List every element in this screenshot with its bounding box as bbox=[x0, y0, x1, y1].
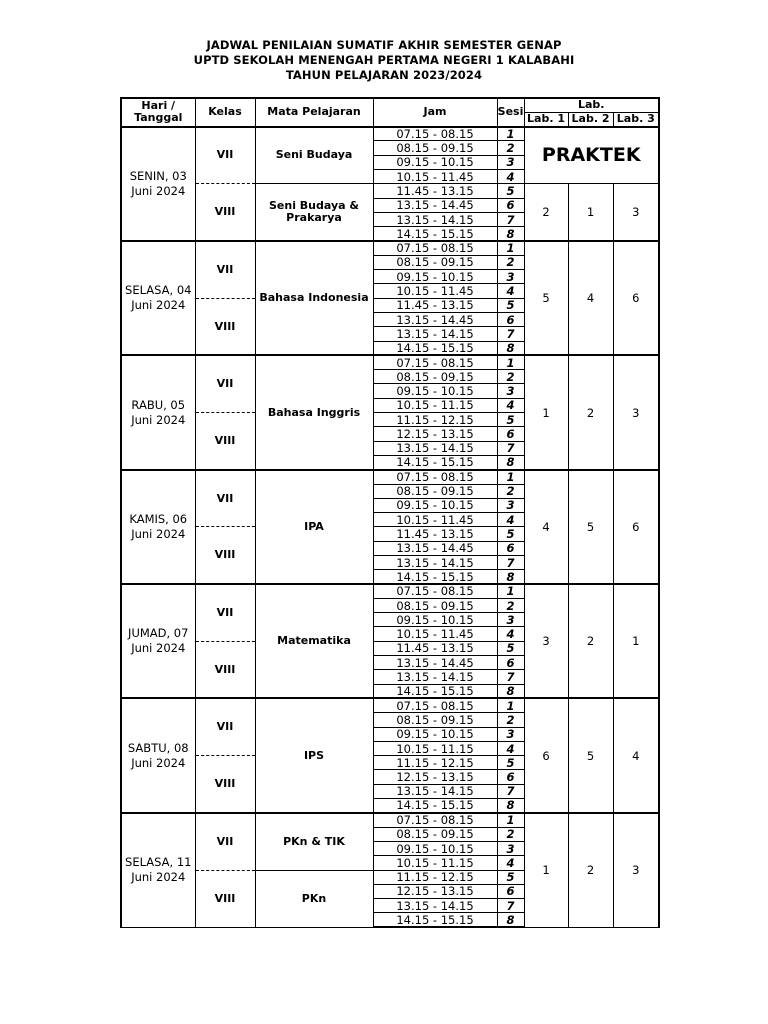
lab-2-cell: 4 bbox=[568, 241, 613, 355]
time-cell: 08.15 - 09.15 bbox=[373, 484, 497, 498]
time-cell: 07.15 - 08.15 bbox=[373, 241, 497, 255]
day-date-cell: SENIN, 03 Juni 2024 bbox=[121, 127, 195, 241]
lab-1-cell: 1 bbox=[524, 813, 568, 927]
kelas-cell: VII bbox=[195, 470, 255, 527]
session-cell: 7 bbox=[497, 556, 524, 570]
time-cell: 07.15 - 08.15 bbox=[373, 698, 497, 712]
time-cell: 13.15 - 14.15 bbox=[373, 670, 497, 684]
time-cell: 13.15 - 14.45 bbox=[373, 541, 497, 555]
table-row bbox=[121, 241, 659, 255]
session-cell: 4 bbox=[497, 398, 524, 412]
session-cell: 4 bbox=[497, 741, 524, 755]
subject-cell: Matematika bbox=[255, 584, 373, 698]
session-cell: 4 bbox=[497, 284, 524, 298]
praktek-label: PRAKTEK bbox=[524, 127, 659, 184]
session-cell: 8 bbox=[497, 913, 524, 927]
day-date-cell: JUMAD, 07 Juni 2024 bbox=[121, 584, 195, 698]
time-cell: 08.15 - 09.15 bbox=[373, 370, 497, 384]
kelas-cell: VII bbox=[195, 584, 255, 641]
day-date-cell: KAMIS, 06 Juni 2024 bbox=[121, 470, 195, 584]
kelas-cell: VII bbox=[195, 127, 255, 184]
header-lab-3: Lab. 3 bbox=[613, 112, 659, 126]
session-cell: 8 bbox=[497, 570, 524, 584]
time-cell: 07.15 - 08.15 bbox=[373, 584, 497, 598]
session-cell: 2 bbox=[497, 255, 524, 269]
session-cell: 2 bbox=[497, 141, 524, 155]
session-cell: 5 bbox=[497, 527, 524, 541]
time-cell: 07.15 - 08.15 bbox=[373, 470, 497, 484]
time-cell: 07.15 - 08.15 bbox=[373, 355, 497, 369]
time-cell: 13.15 - 14.15 bbox=[373, 441, 497, 455]
session-cell: 1 bbox=[497, 241, 524, 255]
session-cell: 1 bbox=[497, 813, 524, 827]
kelas-cell: VIII bbox=[195, 413, 255, 470]
kelas-cell: VII bbox=[195, 813, 255, 870]
session-cell: 6 bbox=[497, 770, 524, 784]
time-cell: 11.45 - 13.15 bbox=[373, 184, 497, 198]
session-cell: 4 bbox=[497, 856, 524, 870]
table-row bbox=[121, 584, 659, 598]
time-cell: 09.15 - 10.15 bbox=[373, 270, 497, 284]
kelas-cell: VIII bbox=[195, 184, 255, 241]
time-cell: 09.15 - 10.15 bbox=[373, 498, 497, 512]
time-cell: 07.15 - 08.15 bbox=[373, 127, 497, 141]
session-cell: 1 bbox=[497, 698, 524, 712]
table-row bbox=[121, 813, 659, 827]
subject-cell: PKn & TIK bbox=[255, 813, 373, 870]
session-cell: 7 bbox=[497, 784, 524, 798]
session-cell: 5 bbox=[497, 641, 524, 655]
session-cell: 6 bbox=[497, 884, 524, 898]
session-cell: 5 bbox=[497, 298, 524, 312]
time-cell: 13.15 - 14.45 bbox=[373, 198, 497, 212]
day-date-cell: SELASA, 11 Juni 2024 bbox=[121, 813, 195, 927]
session-cell: 5 bbox=[497, 756, 524, 770]
session-cell: 2 bbox=[497, 598, 524, 612]
lab-2-cell: 2 bbox=[568, 813, 613, 927]
table-row bbox=[121, 470, 659, 484]
time-cell: 10.15 - 11.15 bbox=[373, 856, 497, 870]
table-row bbox=[121, 698, 659, 712]
session-cell: 3 bbox=[497, 270, 524, 284]
time-cell: 14.15 - 15.15 bbox=[373, 341, 497, 355]
time-cell: 14.15 - 15.15 bbox=[373, 799, 497, 813]
lab-3-cell: 3 bbox=[613, 355, 659, 469]
lab-2-cell: 2 bbox=[568, 584, 613, 698]
subject-cell: IPS bbox=[255, 698, 373, 812]
time-cell: 12.15 - 13.15 bbox=[373, 427, 497, 441]
session-cell: 1 bbox=[497, 470, 524, 484]
lab-2-cell: 2 bbox=[568, 355, 613, 469]
lab-1-cell: 5 bbox=[524, 241, 568, 355]
kelas-cell: VII bbox=[195, 698, 255, 755]
time-cell: 11.15 - 12.15 bbox=[373, 870, 497, 884]
time-cell: 11.15 - 12.15 bbox=[373, 756, 497, 770]
time-cell: 09.15 - 10.15 bbox=[373, 384, 497, 398]
session-cell: 8 bbox=[497, 341, 524, 355]
kelas-cell: VII bbox=[195, 355, 255, 412]
time-cell: 09.15 - 10.15 bbox=[373, 613, 497, 627]
session-cell: 7 bbox=[497, 212, 524, 226]
session-cell: 3 bbox=[497, 498, 524, 512]
lab-3-cell: 6 bbox=[613, 470, 659, 584]
session-cell: 5 bbox=[497, 184, 524, 198]
header-lab-1: Lab. 1 bbox=[524, 112, 568, 126]
lab-1-cell: 4 bbox=[524, 470, 568, 584]
session-cell: 1 bbox=[497, 127, 524, 141]
time-cell: 08.15 - 09.15 bbox=[373, 598, 497, 612]
time-cell: 08.15 - 09.15 bbox=[373, 827, 497, 841]
session-cell: 1 bbox=[497, 355, 524, 369]
lab-1-cell: 2 bbox=[524, 184, 568, 241]
time-cell: 11.45 - 13.15 bbox=[373, 641, 497, 655]
time-cell: 13.15 - 14.15 bbox=[373, 784, 497, 798]
time-cell: 12.15 - 13.15 bbox=[373, 770, 497, 784]
session-cell: 3 bbox=[497, 841, 524, 855]
day-date-cell: SELASA, 04 Juni 2024 bbox=[121, 241, 195, 355]
time-cell: 14.15 - 15.15 bbox=[373, 455, 497, 469]
time-cell: 08.15 - 09.15 bbox=[373, 255, 497, 269]
header-kelas: Kelas bbox=[195, 98, 255, 127]
lab-1-cell: 3 bbox=[524, 584, 568, 698]
session-cell: 3 bbox=[497, 384, 524, 398]
subject-cell: Seni Budaya & Prakarya bbox=[255, 184, 373, 241]
session-cell: 4 bbox=[497, 627, 524, 641]
session-cell: 2 bbox=[497, 370, 524, 384]
lab-3-cell: 4 bbox=[613, 698, 659, 812]
time-cell: 13.15 - 14.45 bbox=[373, 312, 497, 326]
subject-cell: Bahasa Indonesia bbox=[255, 241, 373, 355]
kelas-cell: VIII bbox=[195, 298, 255, 355]
lab-1-cell: 1 bbox=[524, 355, 568, 469]
time-cell: 08.15 - 09.15 bbox=[373, 713, 497, 727]
session-cell: 7 bbox=[497, 670, 524, 684]
header-lab-2: Lab. 2 bbox=[568, 112, 613, 126]
time-cell: 10.15 - 11.45 bbox=[373, 169, 497, 183]
time-cell: 08.15 - 09.15 bbox=[373, 141, 497, 155]
doc-title-line-3: TAHUN PELAJARAN 2023/2024 bbox=[285, 68, 483, 82]
lab-2-cell: 5 bbox=[568, 698, 613, 812]
header-row-1 bbox=[121, 98, 659, 112]
kelas-cell: VIII bbox=[195, 641, 255, 698]
session-cell: 4 bbox=[497, 513, 524, 527]
session-cell: 7 bbox=[497, 899, 524, 913]
table-row bbox=[121, 127, 659, 141]
time-cell: 13.15 - 14.15 bbox=[373, 556, 497, 570]
session-cell: 8 bbox=[497, 455, 524, 469]
time-cell: 11.15 - 12.15 bbox=[373, 413, 497, 427]
session-cell: 3 bbox=[497, 155, 524, 169]
time-cell: 07.15 - 08.15 bbox=[373, 813, 497, 827]
time-cell: 11.45 - 13.15 bbox=[373, 527, 497, 541]
lab-3-cell: 6 bbox=[613, 241, 659, 355]
header-hari-tanggal: Hari / Tanggal bbox=[121, 98, 195, 127]
lab-2-cell: 5 bbox=[568, 470, 613, 584]
time-cell: 13.15 - 14.15 bbox=[373, 899, 497, 913]
header-jam: Jam bbox=[373, 98, 497, 127]
lab-3-cell: 3 bbox=[613, 813, 659, 927]
time-cell: 11.45 - 13.15 bbox=[373, 298, 497, 312]
session-cell: 8 bbox=[497, 227, 524, 241]
session-cell: 2 bbox=[497, 713, 524, 727]
subject-cell: Seni Budaya bbox=[255, 127, 373, 184]
session-cell: 6 bbox=[497, 541, 524, 555]
lab-1-cell: 6 bbox=[524, 698, 568, 812]
header-mata-pelajaran: Mata Pelajaran bbox=[255, 98, 373, 127]
session-cell: 5 bbox=[497, 413, 524, 427]
session-cell: 7 bbox=[497, 441, 524, 455]
lab-3-cell: 1 bbox=[613, 584, 659, 698]
session-cell: 6 bbox=[497, 427, 524, 441]
session-cell: 2 bbox=[497, 484, 524, 498]
schedule-table bbox=[120, 97, 660, 928]
time-cell: 14.15 - 15.15 bbox=[373, 684, 497, 698]
time-cell: 13.15 - 14.15 bbox=[373, 212, 497, 226]
session-cell: 3 bbox=[497, 613, 524, 627]
time-cell: 10.15 - 11.15 bbox=[373, 398, 497, 412]
subject-cell: PKn bbox=[255, 870, 373, 927]
time-cell: 12.15 - 13.15 bbox=[373, 884, 497, 898]
lab-2-cell: 1 bbox=[568, 184, 613, 241]
time-cell: 10.15 - 11.45 bbox=[373, 513, 497, 527]
session-cell: 4 bbox=[497, 169, 524, 183]
table-row bbox=[121, 184, 659, 198]
time-cell: 09.15 - 10.15 bbox=[373, 727, 497, 741]
time-cell: 13.15 - 14.45 bbox=[373, 656, 497, 670]
session-cell: 8 bbox=[497, 799, 524, 813]
time-cell: 13.15 - 14.15 bbox=[373, 327, 497, 341]
subject-cell: IPA bbox=[255, 470, 373, 584]
doc-title-line-2: UPTD SEKOLAH MENENGAH PERTAMA NEGERI 1 KALABAHI bbox=[193, 53, 575, 67]
subject-cell: Bahasa Inggris bbox=[255, 355, 373, 469]
session-cell: 6 bbox=[497, 312, 524, 326]
time-cell: 09.15 - 10.15 bbox=[373, 841, 497, 855]
day-date-cell: RABU, 05 Juni 2024 bbox=[121, 355, 195, 469]
session-cell: 1 bbox=[497, 584, 524, 598]
time-cell: 14.15 - 15.15 bbox=[373, 570, 497, 584]
lab-3-cell: 3 bbox=[613, 184, 659, 241]
time-cell: 14.15 - 15.15 bbox=[373, 227, 497, 241]
kelas-cell: VIII bbox=[195, 870, 255, 927]
kelas-cell: VIII bbox=[195, 756, 255, 813]
session-cell: 2 bbox=[497, 827, 524, 841]
header-lab: Lab. bbox=[524, 98, 659, 112]
session-cell: 3 bbox=[497, 727, 524, 741]
session-cell: 7 bbox=[497, 327, 524, 341]
header-sesi: Sesi bbox=[497, 98, 524, 127]
kelas-cell: VII bbox=[195, 241, 255, 298]
session-cell: 8 bbox=[497, 684, 524, 698]
time-cell: 09.15 - 10.15 bbox=[373, 155, 497, 169]
doc-title-line-1: JADWAL PENILAIAN SUMATIF AKHIR SEMESTER GENAP bbox=[206, 38, 562, 52]
kelas-cell: VIII bbox=[195, 527, 255, 584]
time-cell: 14.15 - 15.15 bbox=[373, 913, 497, 927]
time-cell: 10.15 - 11.45 bbox=[373, 284, 497, 298]
time-cell: 10.15 - 11.45 bbox=[373, 627, 497, 641]
session-cell: 6 bbox=[497, 198, 524, 212]
session-cell: 6 bbox=[497, 656, 524, 670]
time-cell: 10.15 - 11.15 bbox=[373, 741, 497, 755]
session-cell: 5 bbox=[497, 870, 524, 884]
day-date-cell: SABTU, 08 Juni 2024 bbox=[121, 698, 195, 812]
table-row bbox=[121, 355, 659, 369]
